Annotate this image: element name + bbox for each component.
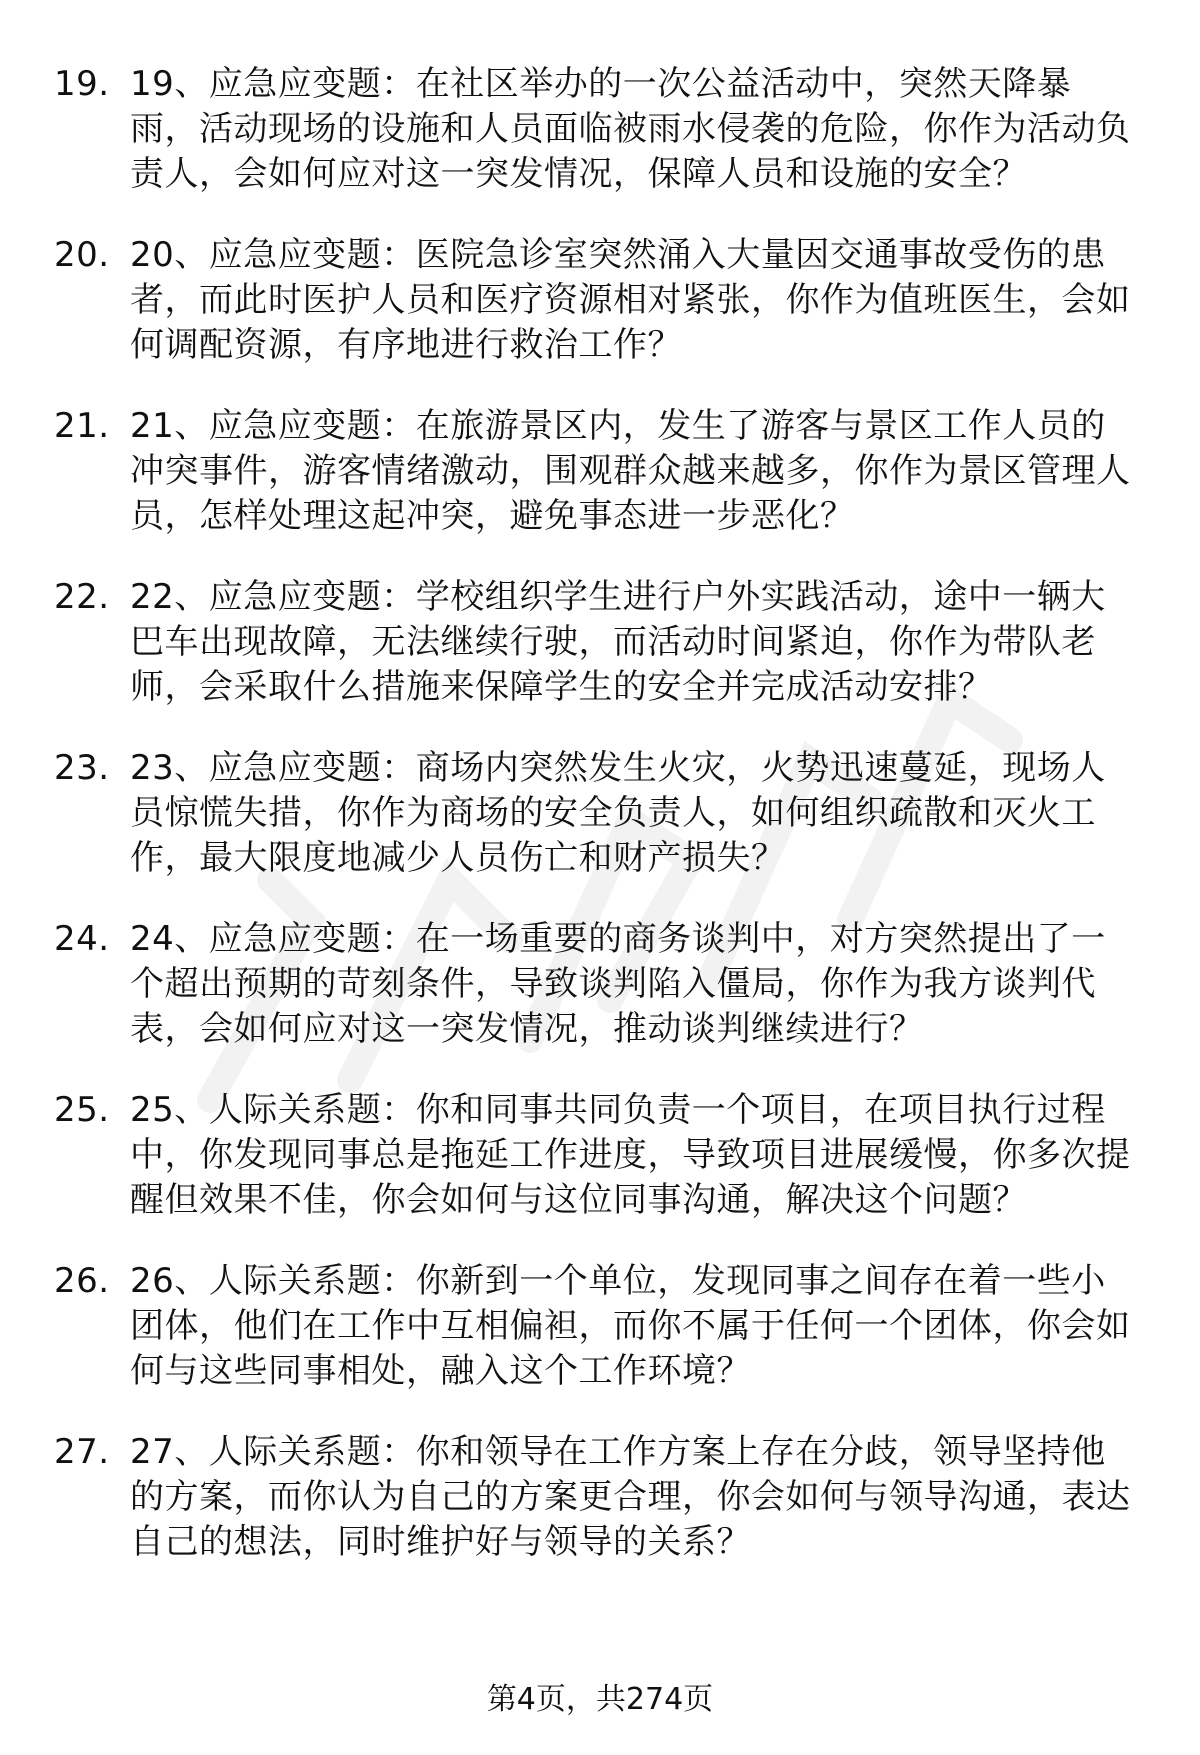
question-text: 21、应急应变题：在旅游景区内，发生了游客与景区工作人员的冲突事件，游客情绪激动，围观群众越来越多，你作为景区管理人员，怎样处理这起冲突，避免事态进一步恶化？ xyxy=(130,406,1131,536)
question-item-26 xyxy=(0,1259,1200,1394)
question-text: 26、人际关系题：你新到一个单位，发现同事之间存在着一些小团体，他们在工作中互相偏袒，而你不属于任何一个团体，你会如何与这些同事相处，融入这个工作环境？ xyxy=(130,1261,1131,1391)
question-text: 20、应急应变题：医院急诊室突然涌入大量因交通事故受伤的患者，而此时医护人员和医疗资源相对紧张，你作为值班医生，会如何调配资源，有序地进行救治工作？ xyxy=(130,235,1131,365)
question-item-25 xyxy=(0,1088,1200,1223)
question-item-19 xyxy=(0,62,1200,197)
question-item-21 xyxy=(0,404,1200,539)
question-list xyxy=(0,62,1200,1601)
question-item-24 xyxy=(0,917,1200,1052)
question-text: 19、应急应变题：在社区举办的一次公益活动中，突然天降暴雨，活动现场的设施和人员面临被雨水侵袭的危险，你作为活动负责人，会如何应对这一突发情况，保障人员和设施的安全？ xyxy=(130,64,1131,194)
question-text: 23、应急应变题：商场内突然发生火灾，火势迅速蔓延，现场人员惊慌失措，你作为商场的安全负责人，如何组织疏散和灭火工作，最大限度地减少人员伤亡和财产损失？ xyxy=(130,748,1106,878)
question-text: 22、应急应变题：学校组织学生进行户外实践活动，途中一辆大巴车出现故障，无法继续行驶，而活动时间紧迫，你作为带队老师，会采取什么措施来保障学生的安全并完成活动安排？ xyxy=(130,577,1106,707)
question-number: 24. xyxy=(54,919,110,959)
page-footer: 第4页，共274页 xyxy=(486,1682,714,1717)
question-number: 20. xyxy=(54,235,110,275)
question-number: 21. xyxy=(54,406,110,446)
question-number: 23. xyxy=(54,748,110,788)
question-number: 25. xyxy=(54,1090,110,1130)
question-number: 22. xyxy=(54,577,110,617)
question-item-22 xyxy=(0,575,1200,710)
question-text: 25、人际关系题：你和同事共同负责一个项目，在项目执行过程中，你发现同事总是拖延工作进度，导致项目进展缓慢，你多次提醒但效果不佳，你会如何与这位同事沟通，解决这个问题？ xyxy=(130,1090,1131,1220)
question-text: 27、人际关系题：你和领导在工作方案上存在分歧，领导坚持他的方案，而你认为自己的方案更合理，你会如何与领导沟通，表达自己的想法，同时维护好与领导的关系？ xyxy=(130,1432,1131,1562)
question-text: 24、应急应变题：在一场重要的商务谈判中，对方突然提出了一个超出预期的苛刻条件，导致谈判陷入僵局，你作为我方谈判代表，会如何应对这一突发情况，推动谈判继续进行？ xyxy=(130,919,1106,1049)
question-item-27 xyxy=(0,1430,1200,1565)
question-item-23 xyxy=(0,746,1200,881)
question-number: 27. xyxy=(54,1432,110,1472)
question-item-20 xyxy=(0,233,1200,368)
question-number: 19. xyxy=(54,64,110,104)
question-number: 26. xyxy=(54,1261,110,1301)
